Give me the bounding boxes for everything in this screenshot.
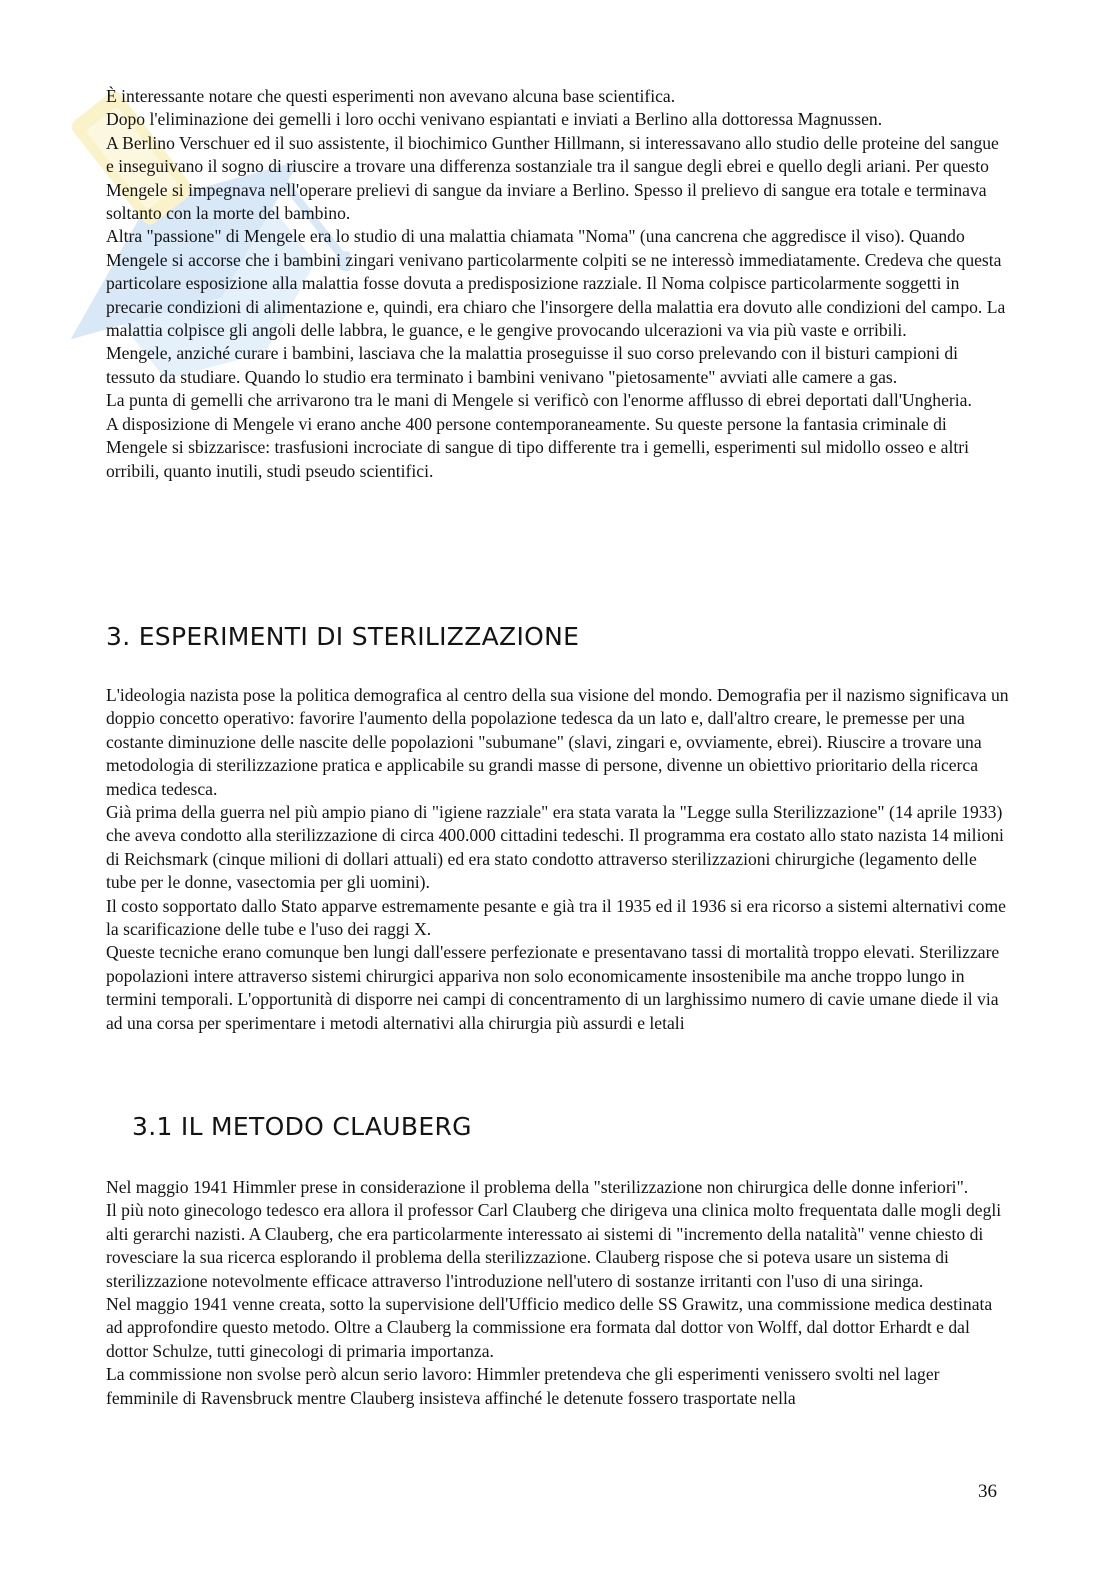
paragraph: A disposizione di Mengele vi erano anche 400 persone contemporaneamente. Su queste persone la fantasia criminale di Mengele si sbizzarisce: trasfusioni incrociate di sangue di tipo differente tra i gemelli, esperimenti sul midollo osseo e altri orribili, quanto inutili, studi pseudo scientifici. bbox=[106, 413, 969, 481]
paragraph: Queste tecniche erano comunque ben lungi dall'essere perfezionate e presentavano tassi di mortalità troppo elevati. Sterilizzare popolazioni intere attraverso sistemi chirurgici appariva non solo economicamente insostenibile ma anche troppo lungo in termini temporali. L'opportunità di disporre nei campi di concentramento di un larghissimo numero di cavie umane diede il via ad una corsa per sperimentare i metodi alternativi alla chirurgia più assurdi e letali bbox=[106, 942, 1000, 1033]
paragraph: Dopo l'eliminazione dei gemelli i loro occhi venivano espiantati e inviati a Berlino alla dottoressa Magnussen. bbox=[106, 109, 883, 130]
paragraph: Già prima della guerra nel più ampio piano di "igiene razziale" era stata varata la "Legge sulla Sterilizzazione" (14 aprile 1933) che aveva condotto alla sterilizzazione di circa 400.000 cittadini tedeschi. Il programma era costato allo stato nazista 14 milioni di Reichsmark (cinque milioni di dollari attuali) ed era stato condotto attraverso sterilizzazioni chirurgiche (legamento delle tube per le donne, vasectomia per gli uomini). bbox=[106, 802, 1004, 893]
paragraph: Mengele, anziché curare i bambini, lasciava che la malattia proseguisse il suo corso prelevando con il bisturi campioni di tessuto da studiare. Quando lo studio era terminato i bambini venivano "pietosamente" avviati alle camere a gas. bbox=[106, 343, 959, 387]
section-3-body bbox=[106, 684, 1011, 1035]
paragraph: La punta di gemelli che arrivarono tra le mani di Mengele si verificò con l'enorme afflusso di ebrei deportati dall'Ungheria. bbox=[106, 390, 972, 411]
paragraph: Il più noto ginecologo tedesco era allora il professor Carl Clauberg che dirigeva una clinica molto frequentata dalle mogli degli alti gerarchi nazisti. A Clauberg, che era particolarmente interessato ai sistemi di "incremento della natalità" venne chiesto di rovesciare la sua ricerca esplorando il problema della sterilizzazione. Clauberg rispose che si poteva usare un sistema di sterilizzazione notevolmente efficace attraverso l'introduzione nell'utero di sostanze irritanti con l'uso di una siringa. bbox=[106, 1200, 1002, 1291]
page-number: 36 bbox=[978, 1481, 997, 1502]
paragraph: Nel maggio 1941 venne creata, sotto la supervisione dell'Ufficio medico delle SS Grawitz, una commissione medica destinata ad approfondire questo metodo. Oltre a Clauberg la commissione era formata dal dottor von Wolff, dal dottor Erhardt e dal dottor Schulze, tutti ginecologi di primaria importanza. bbox=[106, 1294, 993, 1361]
paragraph: A Berlino Verschuer ed il suo assistente, il biochimico Gunther Hillmann, si interessavano allo studio delle proteine del sangue e inseguivano il sogno di riuscire a trovare una differenza sostanziale tra il sangue degli ebrei e quello degli ariani. Per questo Mengele si impegnava nell'operare prelievi di sangue da inviare a Berlino. Spesso il prelievo di sangue era totale e terminava soltanto con la morte del bambino. bbox=[106, 132, 999, 224]
paragraph: La commissione non svolse però alcun serio lavoro: Himmler pretendeva che gli esperimenti venissero svolti nel lager femminile di Ravensbruck mentre Clauberg insisteva affinché le detenute fossero trasportate nella bbox=[106, 1364, 940, 1408]
paragraph: Nel maggio 1941 Himmler prese in considerazione il problema della "sterilizzazione non chirurgica delle donne inferiori". bbox=[106, 1177, 969, 1197]
subsection-heading: 3.1 IL METODO CLAUBERG bbox=[132, 1112, 472, 1141]
section-heading: 3. ESPERIMENTI DI STERILIZZAZIONE bbox=[106, 622, 580, 651]
body-text-top bbox=[106, 85, 1011, 483]
paragraph: È interessante notare che questi esperimenti non avevano alcuna base scientifica. bbox=[106, 86, 676, 106]
paragraph: Il costo sopportato dallo Stato apparve estremamente pesante e già tra il 1935 ed il 1936 si era ricorso a sistemi alternativi come la scarificazione delle tube e l'uso dei raggi X. bbox=[106, 895, 1006, 940]
paragraph: Altra "passione" di Mengele era lo studio di una malattia chiamata "Noma" (una cancrena che aggredisce il viso). Quando Mengele si accorse che i bambini zingari venivano particolarmente colpiti se ne interessò immediatamente. Credeva che questa particolare esposizione alla malattia fosse dovuta a predisposizione razziale. Il Noma colpisce particolarmente soggetti in precarie condizioni di alimentazione e, quindi, era chiaro che l'insorgere della malattia era dovuto alle condizioni del campo. La malattia colpisce gli angoli delle labbra, le guance, e le gengive provocando ulcerazioni va via più vaste e orribili. bbox=[106, 226, 1006, 341]
section-3-1-body bbox=[106, 1176, 1011, 1410]
paragraph: L'ideologia nazista pose la politica demografica al centro della sua visione del mondo. Demografia per il nazismo significava un doppio concetto operativo: favorire l'aumento della popolazione tedesca da un lato e, dall'altro creare, le premesse per una costante diminuzione delle nascite delle popolazioni "subumane" (slavi, zingari e, ovviamente, ebrei). Riuscire a trovare una metodologia di sterilizzazione pratica e applicabile su grandi masse di persone, divenne un obiettivo prioritario della ricerca medica tedesca. bbox=[106, 685, 1009, 799]
